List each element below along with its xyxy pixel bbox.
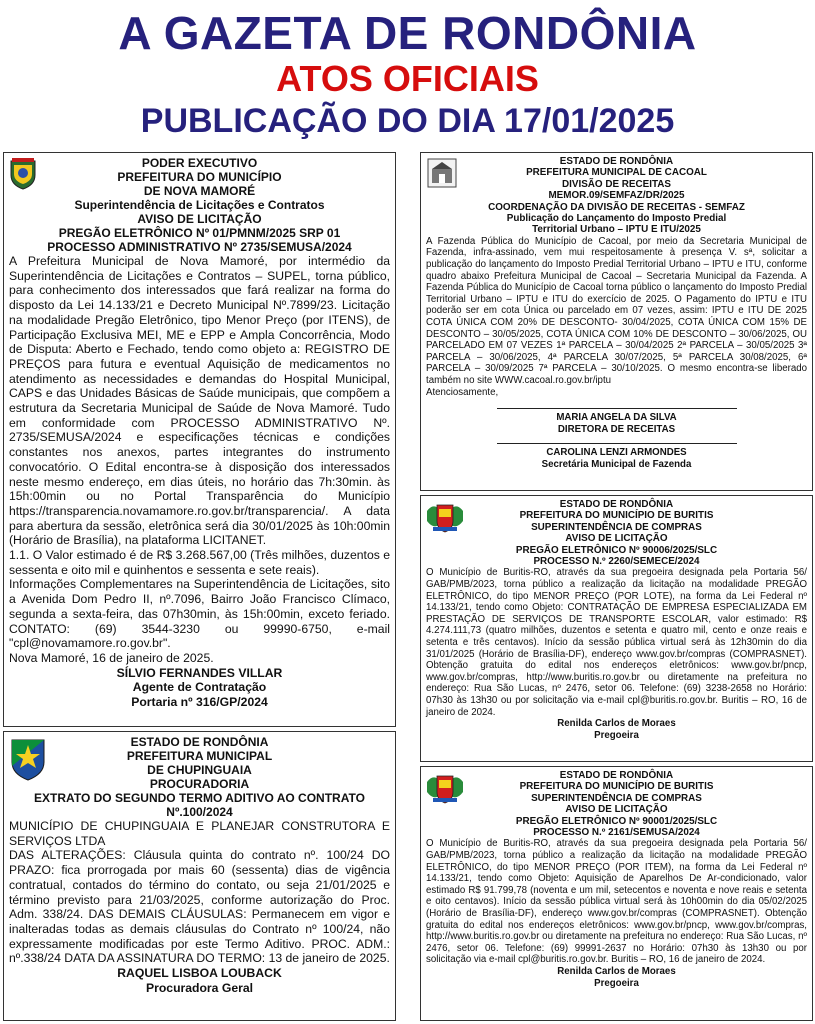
notice-heading-line: DIVISÃO DE RECEITAS bbox=[561, 178, 671, 190]
notice-heading-line: MEMOR.09/SEMFAZ/DR/2025 bbox=[548, 190, 685, 202]
notice-body: O Município de Buritis-RO, através da sua pregoeira designada pela Portaria 56/ GAB/PMB/2023, torna público a realização da licitação na modalidade PREGÃO ELETRÔNICO, do tipo MENOR PREÇO (POR ITEM), na forma da Lei Federal nº 14.133/21, tendo como Objeto: Aquisição de Aparelhos De Ar-condicionado, valor estimado R$ 91.799,78 (noventa e um mil, setecentos e noventa e nove reais e setenta e oito centavos). Início da sessão pública virtual será às 10h00min do dia 05/02/2025 (Horário de Brasília-DF), endereço www.gov.br/compras (COMPRASNET). Obtenção gratuita do edital nos endereços eletrônicos: www.gov.br/pncp, www.gov.br/compras, http://www.buritis.ro.gov.br ou diretamente na prefeitura no endereço: Rua São Lucas, nº 2476, setor 06. Telefone: (69) 99991-2637 no Horário: 07h30 às 13h30 ou por solicitação via e-mail cpl@buritis.ro.gov.br. Buritis – RO, 16 de janeiro de 2024. bbox=[426, 838, 807, 966]
notice-heading-line: AVISO DE LICITAÇÃO bbox=[565, 533, 668, 545]
signature-role: Pregoeira bbox=[594, 977, 639, 989]
notice-heading-line: PROCESSO N.º 2260/SEMECE/2024 bbox=[533, 556, 700, 568]
coat-of-arms-icon bbox=[425, 499, 465, 535]
signature-line bbox=[497, 408, 737, 409]
notice-heading-line: PREGÃO ELETRÔNICO Nº 90001/2025/SLC bbox=[515, 815, 718, 827]
signature-role: Procuradora Geral bbox=[145, 980, 254, 995]
closing: Atenciosamente, bbox=[426, 386, 499, 398]
signature-name: SÍLVIO FERNANDES VILLAR bbox=[116, 665, 283, 680]
notice-cacoal bbox=[420, 152, 813, 491]
notice-heading-line: EXTRATO DO SEGUNDO TERMO ADITIVO AO CONTRATO bbox=[34, 791, 365, 805]
notice-body: A Fazenda Pública do Município de Cacoal, por meio da Secretaria Municipal de Fazenda, infra-assinado, vem mui respeitosamente à presença V. sª, solicitar a publicação do lançamento do Imposto Predial Territorial Urbano – IPTU e ITU, conforme quadro abaixo Prefeitura Municipal de Cacoal – Secretaria Municipal da Fazenda. A Fazenda Pública do Município de Cacoal torna público o lançamento do Imposto Predial Territorial Urbano – IPTU e ITU do exercício de 2025. O Pagamento do IPTU e ITU poderão ser em cota Única ou parcelado em 07 vezes, assim: IPTU e ITU DE 2025 COTA ÚNICA COM 20% DE DESCONTO- 30/04/2025, COTA ÚNICA COM 15% DE DESCONTO – 30/05/2025, COTA ÚNICA COM 10% DE DESCONTO – 30/06/2025, OU PARCELADO EM 07 VEZES 1ª PARCELA – 30/04/2025 2ª PARCELA – 30/05/2025 3ª PARCELA – 30/06/2025, 4ª PARCELA 30/07/2025, 5ª PARCELA 30/08/2025, 6ª PARCELA – 30/09/2025 7ª PARCELA – 30/10/2025. O mesmo encontra-se liberado também no site WWW.cacoal.ro.gov.br/iptu bbox=[426, 235, 807, 386]
signature-name: CAROLINA LENZI ARMONDES bbox=[546, 447, 687, 459]
notice-heading-line: DE NOVA MAMORÉ bbox=[143, 184, 256, 198]
notice-body: O Município de Buritis-RO, através da sua pregoeira designada pela Portaria 56/ GAB/PMB/2023, torna público a realização da licitação na modalidade PREGÃO ELETRÔNICO, do tipo MENOR PREÇO (POR LOTE), na forma da Lei Federal nº 14.133/21, tendo como Objeto: CONTRATAÇÃO DE EMPRESA ESPECIALIZADA EM PRESTAÇÃO DE SERVIÇOS DE TRANSPORTE ESCOLAR, valor estimado: R$ 4.274.111,73 (quatro milhões, duzentos e setenta e quatro mil, cento e onze reais e setenta e três centavos). Início da sessão pública virtual será às 12h30min do dia 31/01/2025 (Horário de Brasília-DF), endereço www.gov.br/compras (COMPRASNET). Obtenção gratuita do edital nos endereços eletrônicos: www.gov.br/pncp, www.gov.br/compras, http://www.buritis.ro.gov.br ou diretamente na prefeitura no endereço: Rua São Lucas, nº 2476, setor 06. Telefone: (69) 3238-2658 no Horário: 07h30 às 13h30 ou por solicitação via e-mail cpl@buritis.ro.gov.br. Buritis – RO, 16 de janeiro de 2024. bbox=[426, 567, 807, 718]
coat-of-arms-icon bbox=[425, 770, 465, 806]
signature-name: RAQUEL LISBOA LOUBACK bbox=[117, 966, 282, 981]
notice-heading-line: ESTADO DE RONDÔNIA bbox=[559, 156, 674, 167]
signature-role: Secretária Municipal de Fazenda bbox=[541, 458, 692, 470]
place-date: Nova Mamoré, 16 de janeiro de 2025. bbox=[9, 650, 214, 665]
notice-buritis-90001 bbox=[420, 766, 813, 1021]
signature-role: Agente de Contratação bbox=[132, 680, 267, 695]
signature-ordinance: Portaria nº 316/GP/2024 bbox=[131, 695, 268, 710]
notice-heading-line: COORDENAÇÃO DA DIVISÃO DE RECEITAS - SEMFAZ bbox=[488, 201, 745, 213]
signature-name: MARIA ANGELA DA SILVA bbox=[556, 412, 677, 424]
notice-info: Informações Complementares na Superintendência de Licitações, sito a Avenida Dom Pedro II, nº.7096, Bairro João Francisco Clímaco, segunda a sexta-feira, das 07h30min, às 15h:00min, exceto feriado. CONTATO: (69) 3544-3230 ou 99990-6750, e-mail "cpl@novamamore.ro.gov.br". bbox=[9, 577, 390, 651]
notice-body: DAS ALTERAÇÕES: Cláusula quinta do contrato nº. 100/24 DO PRAZO: fica prorrogada por mais 60 (sessenta) dias de vigência contratual, contados do término do contato, ou seja 21/01/2025 e término previsto para 21/03/2025, conforme autorização do Proc. Adm. 338/24. DAS DEMAIS CLÁUSULAS: Permanecem em vigor e inalteradas todas as demais cláusulas do Contrato nº 100/24, não expressamente modificadas por este Termo Aditivo. PROC. ADM.: nº.338/24 DATA DA ASSINATURA DO TERMO: 13 de janeiro de 2025. bbox=[9, 848, 390, 966]
signature-name: Renilda Carlos de Moraes bbox=[557, 718, 676, 730]
notice-heading-line: PREFEITURA MUNICIPAL bbox=[126, 749, 273, 763]
notice-heading-line: DE CHUPINGUAIA bbox=[147, 763, 252, 777]
notice-body: A Prefeitura Municipal de Nova Mamoré, por intermédio da Superintendência de Licitações e Contratos – SUPEL, torna público, para conhecimento dos interessados que fará realizar na forma do disposto da Lei 14.133/21 e Decreto Municipal Nº.7899/23. Licitação na modalidade Pregão Eletrônico, tipo Menor Preço (por ITENS), de Participação Exclusiva MEI, ME e EPP e Ampla Concorrência, Modo de Disputa: Aberto e Fechado, tendo como objeto a: REGISTRO DE PREÇOS para futura e eventual Aquisição de medicamentos no atendimento as necessidades e demandas do Hospital Municipal, CAPS e das Unidades Básicas de Saúde municipais, que compõem a estrutura da Secretaria Municipal de Saúde de Nova Mamoré. Tudo em conformidade com PROCESSO ADMINISTRATIVO Nº. 2735/SEMUSA/2024 e especificações técnicas e condições constantes nos anexos, partes integrantes do instrumento convocatório. O Edital encontra-se à disposição dos interessados neste mesmo endereço, em dias úteis, no horário das 7h:30min. às 15h:00min ou no Portal Transparência do Município https://transparencia.novamamore.ro.gov.br/transparencia/. A data para abertura da sessão, eletrônica será dia 30/01/2025 às 10h:00min (Horário de Brasília), na plataforma LICITANET. bbox=[9, 254, 390, 548]
notice-heading-line: PREFEITURA MUNICIPAL DE CACOAL bbox=[526, 167, 707, 179]
notice-heading-line: AVISO DE LICITAÇÃO bbox=[565, 804, 668, 816]
coat-of-arms-icon bbox=[8, 157, 38, 191]
city-seal-icon bbox=[426, 157, 458, 189]
notice-chupinguaia bbox=[3, 731, 396, 1021]
notice-heading-line: PROCESSO ADMINISTRATIVO Nº 2735/SEMUSA/2024 bbox=[47, 240, 352, 254]
notice-heading-line: PREFEITURA DO MUNICÍPIO bbox=[117, 170, 282, 184]
notice-heading-line: PREGÃO ELETRÔNICO Nº 90006/2025/SLC bbox=[515, 544, 718, 556]
signature-name: Renilda Carlos de Moraes bbox=[557, 965, 676, 977]
signature-role: DIRETORA DE RECEITAS bbox=[557, 423, 676, 435]
notice-parties: MUNICÍPIO DE CHUPINGUAIA E PLANEJAR CONSTRUTORA E SERVIÇOS LTDA bbox=[9, 819, 390, 848]
notice-nova-mamore bbox=[3, 152, 396, 727]
notice-heading-line: PREFEITURA DO MUNICÍPIO DE BURITIS bbox=[519, 510, 714, 522]
notice-heading-line: PREGÃO ELETRÔNICO Nº 01/PMNM/2025 SRP 01 bbox=[58, 226, 341, 240]
star-emblem-icon bbox=[8, 736, 48, 782]
signature-role: Pregoeira bbox=[594, 729, 639, 741]
notice-heading-line: Superintendência de Licitações e Contratos bbox=[74, 198, 325, 212]
notice-heading-line: Publicação do Lançamento do Imposto Predial bbox=[506, 213, 727, 225]
notice-item: 1.1. O Valor estimado é de R$ 3.268.567,00 (Três milhões, duzentos e sessenta e oito mil e quinhentos e sessenta e sete reais). bbox=[9, 548, 390, 577]
notice-heading-line: Territorial Urbano – IPTU E ITU/2025 bbox=[532, 224, 701, 236]
notice-heading-line: PREFEITURA DO MUNICÍPIO DE BURITIS bbox=[519, 781, 714, 793]
notice-heading-line: AVISO DE LICITAÇÃO bbox=[137, 212, 262, 226]
publication-date: PUBLICAÇÃO DO DIA 17/01/2025 bbox=[140, 102, 675, 140]
notice-heading-line: ESTADO DE RONDÔNIA bbox=[559, 770, 674, 781]
notice-heading-line: PROCESSO N.º 2161/SEMUSA/2024 bbox=[533, 827, 700, 839]
notice-heading-line: ESTADO DE RONDÔNIA bbox=[130, 735, 269, 749]
notice-heading-line: PROCURADORIA bbox=[149, 777, 250, 791]
newspaper-title: A GAZETA DE RONDÔNIA bbox=[118, 7, 697, 59]
notice-heading-line: SUPERINTENDÊNCIA DE COMPRAS bbox=[531, 792, 702, 804]
notice-buritis-90006 bbox=[420, 495, 813, 762]
notice-heading-line: PODER EXECUTIVO bbox=[141, 156, 258, 170]
notice-heading-line: ESTADO DE RONDÔNIA bbox=[559, 499, 674, 510]
notice-heading-line: SUPERINTENDÊNCIA DE COMPRAS bbox=[531, 521, 702, 533]
section-subtitle: ATOS OFICIAIS bbox=[276, 58, 539, 99]
notice-heading-line: Nº.100/2024 bbox=[166, 805, 233, 819]
signature-line bbox=[497, 443, 737, 444]
